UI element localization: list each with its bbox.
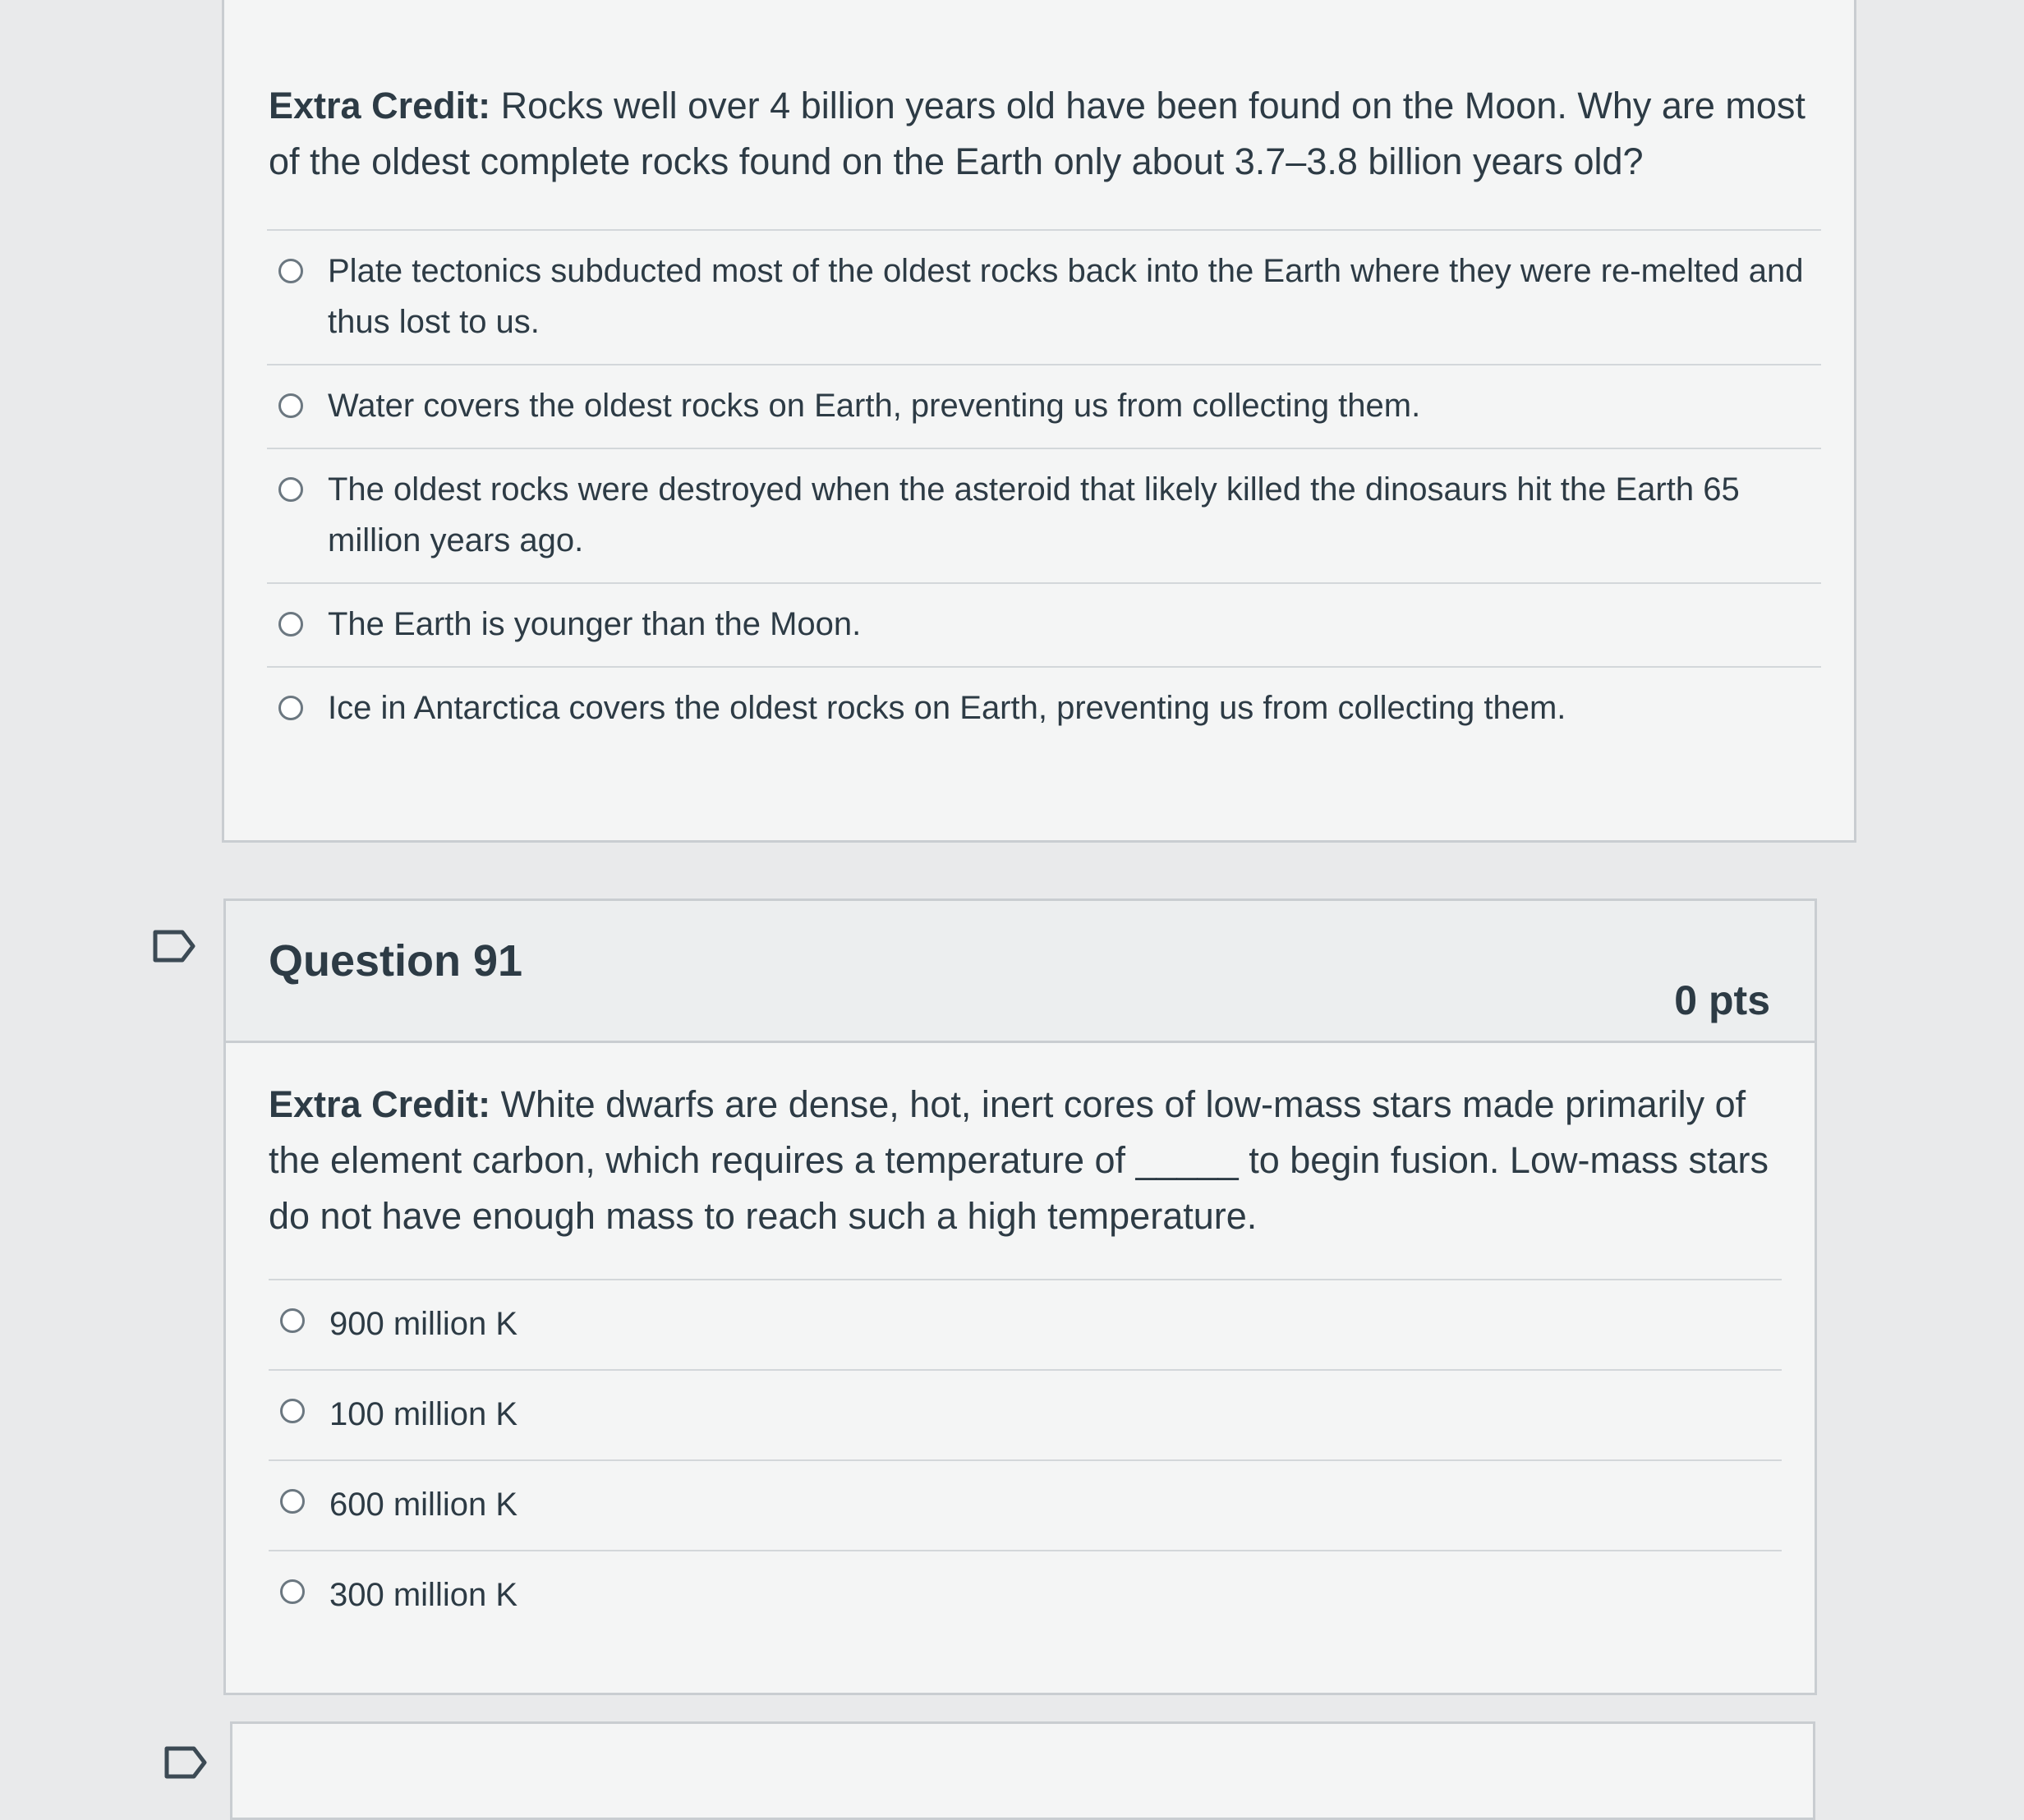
radio-button-icon[interactable] [280, 1489, 305, 1514]
answer-label: Water covers the oldest rocks on Earth, preventing us from collecting them. [328, 388, 1421, 424]
question-title: Question 91 [269, 936, 523, 986]
answer-label: 100 million K [329, 1396, 518, 1432]
answer-label: The Earth is younger than the Moon. [328, 606, 862, 642]
answer-option[interactable] [269, 1279, 1782, 1369]
answer-list [269, 1279, 1782, 1640]
answer-label: The oldest rocks were destroyed when the asteroid that likely killed the dinosaurs hit the Earth 65 million years ago. [328, 471, 1740, 558]
question-card-90 [222, 0, 1856, 843]
answer-option[interactable] [269, 1459, 1782, 1550]
answer-option[interactable] [267, 229, 1821, 364]
question-header [226, 901, 1815, 1043]
answer-list [267, 229, 1821, 750]
question-text: Rocks well over 4 billion years old have been found on the Moon. Why are most of the oldest complete rocks found on the Earth only about 3.7–3.8 billion years old? [269, 85, 1806, 182]
question-prompt [269, 78, 1829, 190]
radio-button-icon[interactable] [278, 393, 303, 418]
answer-option[interactable] [267, 666, 1821, 750]
question-points: 0 pts [1674, 977, 1770, 1023]
extra-credit-label: Extra Credit: [269, 85, 491, 126]
answer-label: Ice in Antarctica covers the oldest rocks on Earth, preventing us from collecting them. [328, 690, 1566, 726]
question-prompt [269, 1077, 1780, 1244]
answer-label: 900 million K [329, 1306, 518, 1342]
radio-button-icon[interactable] [280, 1579, 305, 1604]
radio-button-icon[interactable] [278, 259, 303, 283]
answer-label: 600 million K [329, 1487, 518, 1523]
radio-button-icon[interactable] [280, 1308, 305, 1333]
extra-credit-label: Extra Credit: [269, 1083, 491, 1125]
flag-icon[interactable] [164, 1746, 207, 1779]
radio-button-icon[interactable] [278, 477, 303, 502]
flag-icon[interactable] [153, 930, 196, 963]
answer-option[interactable] [267, 448, 1821, 582]
question-card-91 [223, 899, 1817, 1695]
answer-label: 300 million K [329, 1577, 518, 1613]
question-card-next [230, 1721, 1815, 1820]
answer-option[interactable] [267, 364, 1821, 448]
question-text: White dwarfs are dense, hot, inert cores of low-mass stars made primarily of the element carbon, which requires a temperature of _____ to begin fusion. Low-mass stars do not have enough mass to reach such a high temperature. [269, 1083, 1769, 1237]
answer-option[interactable] [269, 1369, 1782, 1459]
answer-option[interactable] [269, 1550, 1782, 1640]
answer-option[interactable] [267, 582, 1821, 666]
answer-label: Plate tectonics subducted most of the oldest rocks back into the Earth where they were re-melted and thus lost to us. [328, 253, 1804, 340]
radio-button-icon[interactable] [278, 612, 303, 637]
radio-button-icon[interactable] [278, 696, 303, 720]
radio-button-icon[interactable] [280, 1399, 305, 1423]
